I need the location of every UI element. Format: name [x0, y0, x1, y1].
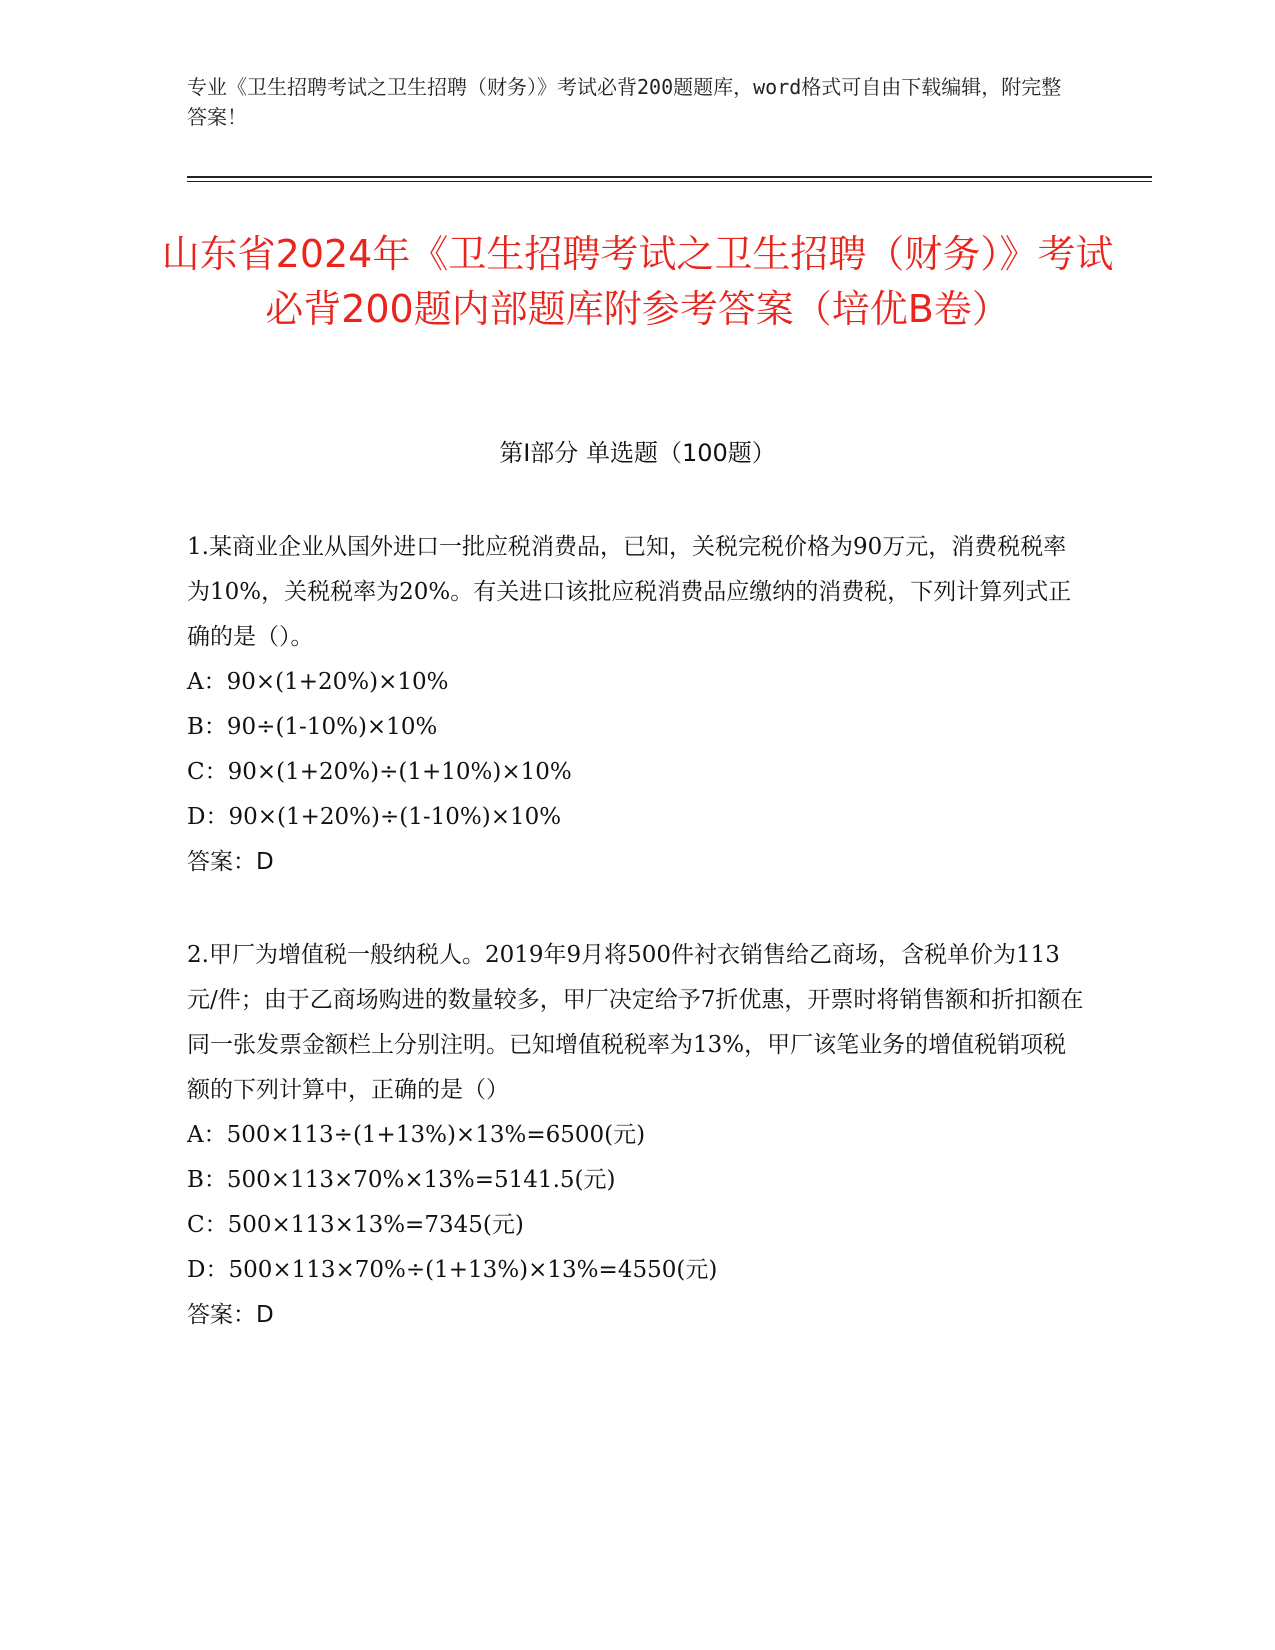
header-note: 专业《卫生招聘考试之卫生招聘（财务）》考试必背200题题库，word格式可自由下载编辑，附完整答案！ — [187, 75, 1062, 129]
answer: 答案：D — [187, 1302, 274, 1328]
option-a: A：90×(1+20%)×10% — [187, 669, 449, 695]
section-title: 第Ⅰ部分 单选题（100题） — [499, 439, 776, 467]
question-text: 2.甲厂为增值税一般纳税人。2019年9月将500件衬衣销售给乙商场，含税单价为113元/件；由于乙商场购进的数量较多，甲厂决定给予7折优惠，开票时将销售额和折扣额在同一张发票金额栏上分别注明。已知增值税税率为13%，甲厂该笔业务的增值税销项税额的下列计算中，正确的是（） — [187, 942, 1084, 1103]
option-c: C：500×113×13%=7345(元) — [187, 1212, 524, 1238]
question-item — [187, 933, 1087, 1338]
answer: 答案：D — [187, 849, 274, 875]
option-c: C：90×(1+20%)÷(1+10%)×10% — [187, 759, 572, 785]
question-text: 1.某商业企业从国外进口一批应税消费品，已知，关税完税价格为90万元，消费税税率为10%，关税税率为20%。有关进口该批应税消费品应缴纳的消费税，下列计算列式正确的是（）。 — [187, 534, 1072, 650]
document-title: 山东省2024年《卫生招聘考试之卫生招聘（财务）》考试必背200题内部题库附参考答案（培优B卷） — [161, 232, 1114, 331]
option-d: D：500×113×70%÷(1+13%)×13%=4550(元) — [187, 1257, 718, 1283]
question-item — [187, 525, 1087, 885]
option-b: B：500×113×70%×13%=5141.5(元) — [187, 1167, 616, 1193]
option-b: B：90÷(1-10%)×10% — [187, 714, 438, 740]
header-divider-thick — [187, 176, 1152, 178]
option-a: A：500×113÷(1+13%)×13%=6500(元) — [187, 1122, 646, 1148]
option-d: D：90×(1+20%)÷(1-10%)×10% — [187, 804, 562, 830]
header-divider-thin — [187, 181, 1152, 182]
